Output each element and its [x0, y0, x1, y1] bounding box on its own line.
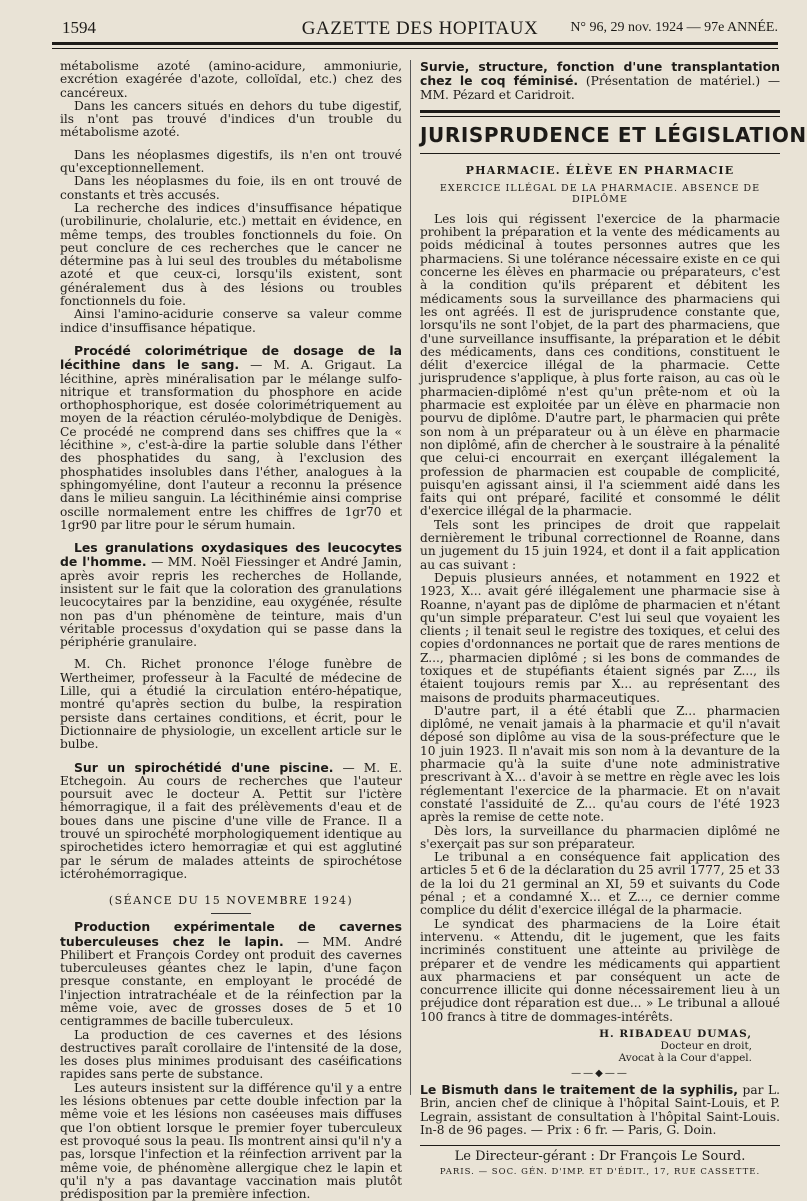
article-title: Production expérimentale de cavernes tuberculeuses chez le lapin.	[60, 919, 402, 949]
section-rule	[420, 153, 780, 154]
paragraph: Depuis plusieurs années, et notamment en 1922 et 1923, X... avait géré illégalement une pharmacie sise à Roanne, n'ayant pas de diplôme de pharmacien et n'étant qu'un simple préparateur. C'est lui seul que voyaient les clients ; il tenait seul le registre des toxiques, et celui des copies d'ordonnances ne portait que de rares mentions de Z..., pharmacien diplômé ; si les bons de commandes de toxiques et de stupéfiants étaient signés par Z..., ils étaient toujours remis par X... au représentant des maisons de produits pharmaceutiques.	[420, 570, 781, 705]
signature-block	[420, 1028, 780, 1064]
signature-role: Avocat à la Cour d'appel.	[618, 1052, 752, 1064]
book-notice	[420, 1083, 780, 1137]
paragraph: Ainsi l'amino-acidurie conserve sa valeur comme indice d'insuffisance hépatique.	[60, 307, 402, 335]
paragraph: La production de ces cavernes et des lésions destructives paraît corollaire de l'intensité de la dose, les doses plus minimes produisant des caséifications rapides sans perte de substance.	[60, 1027, 402, 1082]
signature-name: H. RIBADEAU DUMAS,	[599, 1028, 752, 1040]
paragraph: Le tribunal a en conséquence fait application des articles 5 et 6 de la déclaration du 25 avril 1777, 25 et 33 de la loi du 21 germinal an XI, 59 et suivants du Code pénal ; et a condamné X... et Z..., ce dernier comme complice du délit d'exercice illégal de la pharmacie.	[420, 850, 780, 918]
article-lecithine	[60, 344, 402, 532]
paragraph: M. Ch. Richet prononce l'éloge funèbre de Wertheimer, professeur à la Faculté de médecine de Lille, qui a étudié la circulation entéro-hépatique, montré qu'après section du bulbe, la respiration persiste dans certaines conditions, et écrit, pour le Dictionnaire de physiologie, un excellent article sur le bulbe.	[60, 657, 402, 752]
article-title: Les granulations oxydasiques des leucocytes de l'homme.	[60, 540, 402, 570]
ornament-divider: ——◆——	[571, 1068, 629, 1079]
right-column	[420, 59, 807, 1178]
article-transplantation	[420, 60, 780, 102]
article-body: — M. E. Etchegoin. Au cours de recherches que l'auteur poursuit avec le docteur A. Pettit sur l'ictère hémorragique, il a fait des prélèvements d'eau et de boues dans une piscine d'une ville de France. Il a trouvé un spirochété morphologiquement identique au spirochetides ictero hemorragiæ et qui est agglutiné par le sérum de malades atteints de spirochétose ictérohémorragique.	[60, 760, 403, 881]
column-divider	[410, 60, 411, 1095]
running-head	[62, 18, 778, 44]
left-column	[60, 59, 403, 1201]
paragraph: Les lois qui régissent l'exercice de la pharmacie prohibent la préparation et la vente des médicaments au poids médicinal à toutes personnes autres que les pharmaciens. Si une tolérance nécessaire existe en ce qui concerne les élèves en pharmacie ou préparateurs, c'est à la condition qu'ils préparent et débitent les médicaments sous la surveillance des pharmaciens qui les ont agréés. Il est de jurisprudence constante que, lorsqu'ils ne sont l'objet, de la part des pharmaciens, que d'une surveillance insuffisante, la préparation et le débit des médicaments, dans ces conditions, constituent le délit d'exercice illégal de la pharmacie. Cette jurisprudence s'applique, à plus forte raison, au cas où le pharmacien-diplômé n'est qu'un prête-nom et où la pharmacie est exploitée par un élève en pharmacie non pourvu de diplôme. D'autre part, le pharmacien qui prête son nom à un préparateur ou à un élève en pharmacie non diplômé, afin de chercher à le soustraire à la pénalité que celui-ci encourrait en exerçant illégalement la profession de pharmacien est coupable de complicité, puisqu'en agissant ainsi, il l'a sciemment aidé dans les faits qui ont préparé, facilité et consommé le délit d'exercice illégal de la pharmacie.	[420, 211, 780, 519]
article-title: Procédé colorimétrique de dosage de la lécithine dans le sang.	[60, 342, 402, 373]
paragraph: Tels sont les principes de droit que rappelait dernièrement le tribunal correctionnel de Roanne, dans un jugement du 15 juin 1924, et dont il a fait application au cas suivant :	[420, 517, 780, 572]
article-body: — MM. Noël Fiessinger et André Jamin, après avoir repris les recherches de Hollande, insistent sur le fait que la coloration des granulations leucocytaires par la benzidine, eau oxygénée, résulte non pas d'un phénomène de teinture, mais d'un véritable processus d'oxydation qui se passe dans la périphérie granulaire.	[60, 555, 402, 650]
article-granulations	[60, 541, 402, 649]
header-rule-thin	[52, 48, 778, 49]
article-spirochetide	[60, 761, 402, 882]
article-title: Sur un spirochétidé d'une piscine.	[74, 759, 334, 775]
section-rule	[420, 116, 780, 117]
journal-name: GAZETTE DES HOPITAUX	[301, 18, 539, 39]
article-body: — M. A. Grigaut. La lécithine, après minéralisation par le mélange sulfo-nitrique et transformation du phosphore en acide orthophosphorique, est dosée colorimétriquement au moyen de la réaction céruléo-molybdique de Denigès. Ce procédé ne comprend dans ses chiffres que la « lécithine », c'est-à-dire la partie soluble dans l'éther des phosphatides du sang, à l'exclusion des phosphatides insolubles dans l'éther, analogues à la sphingomyéline, dont l'auteur a reconnu la présence dans le milieu sanguin. La lécithinémie ainsi comprise oscille normalement entre les chiffres de 1gr70 et 1gr90 par litre pour le sérum humain.	[60, 358, 402, 532]
article-body: — MM. André Philibert et François Cordey ont produit des cavernes tuberculeuses géantes chez le lapin, d'une façon presque constante, en employant le procédé de l'injection intratrachéale et de la réinfection par la même voie, avec de grosses doses de 5 et 10 centigrammes de bacille tuberculeux.	[60, 934, 402, 1029]
notice-body: par L. Brin, ancien chef de clinique à l'hôpital Saint-Louis, et P. Legrain, assistant de consultation à l'hôpital Saint-Louis. In-8 de 96 pages. — Prix : 6 fr. — Paris, G. Doin.	[420, 1083, 780, 1137]
section-title: JURISPRUDENCE ET LÉGISLATION	[420, 122, 807, 147]
notice-title: Le Bismuth dans le traitement de la syphilis,	[420, 1082, 738, 1097]
header-rule-thick	[52, 42, 778, 45]
article-cavernes	[60, 920, 402, 1028]
paragraph: Le syndicat des pharmaciens de la Loire était intervenu. « Attendu, dit le jugement, que les faits incriminés constituent une atteinte au privilège de préparer et de vendre les médicaments qui appartient aux pharmaciens et par conséquent un acte de concurrence illicite qui donne nécessairement lieu à un préjudice dont réparation est due... » Le tribunal a alloué 100 francs à titre de dommages-intérêts.	[420, 916, 780, 1024]
paragraph: métabolisme azoté (amino-acidure, ammoniurie, excrétion exagérée d'azote, colloïdal, etc.) chez des cancéreux.	[60, 59, 402, 100]
article-title: Survie, structure, fonction d'une transplantation chez le coq féminisé.	[420, 59, 780, 89]
paragraph: La recherche des indices d'insuffisance hépatique (urobilinurie, cholalurie, etc.) mettait en évidence, en même temps, des troubles fonctionnels du foie. On peut conclure de ces recherches que le cancer ne détermine pas à lui seul des troubles du métabolisme azoté et que ceux-ci, lorsqu'ils existent, sont généralement dus à des lésions ou troubles fonctionnels du foie.	[60, 200, 402, 309]
paragraph: D'autre part, il a été établi que Z... pharmacien diplômé, ne venait jamais à la pharmacie et qu'il n'avait déposé son diplôme au visa de la sous-préfecture que le 10 juin 1923. Il n'avait mis son nom à la devanture de la pharmacie qu'à la suite d'une note administrative prescrivant à X... d'avoir à se mettre en règle avec les lois réglementant l'exercice de la pharmacie. Et on n'avait constaté l'assiduité de Z... qu'au cours de l'été 1923 après la remise de cette note.	[420, 703, 780, 825]
footer	[420, 1145, 780, 1177]
sub-subheading: EXERCICE ILLÉGAL DE LA PHARMACIE. ABSENCE DE DIPLÔME	[439, 182, 761, 205]
section-rule	[420, 110, 780, 113]
article-body: (Présentation de matériel.) — MM. Pézard et Caridroit.	[420, 74, 781, 102]
signature-title: Docteur en droit,	[660, 1040, 752, 1052]
paragraph: Dès lors, la surveillance du pharmacien diplômé ne s'exerçait pas sur son préparateur.	[420, 823, 780, 851]
sub-heading: PHARMACIE. ÉLÈVE EN PHARMACIE	[465, 163, 735, 177]
divider	[211, 913, 251, 914]
issue-info: N° 96, 29 nov. 1924 — 97e ANNÉE.	[570, 20, 778, 35]
paragraph: Dans les néoplasmes digestifs, ils n'en ont trouvé qu'exceptionnellement.	[60, 147, 402, 176]
paragraph: Dans les néoplasmes du foie, ils en ont trouvé de constants et très accusés.	[60, 174, 402, 202]
seance-heading: (SÉANCE DU 15 NOVEMBRE 1924)	[108, 894, 354, 908]
paragraph: Dans les cancers situés en dehors du tube digestif, ils n'ont pas trouvé d'indices d'un trouble du métabolisme azoté.	[60, 98, 402, 140]
paragraph: Les auteurs insistent sur la différence qu'il y a entre les lésions obtenues par cette double infection par la même voie et les lésions non caséeuses mais diffuses que l'on obtient lorsque le premier foyer tuberculeux est provoqué sous la peau. Ils montrent ainsi qu'il n'y a pas, lorsque l'infection et la réinfection arrivent par la même voie, de phénomène allergique chez le lapin et qu'il n'y a pas davantage vaccination mais plutôt prédisposition par la première infection.	[60, 1080, 402, 1201]
page-number: 1594	[62, 18, 96, 37]
footer-printer: PARIS. — SOC. GÉN. D'IMP. ET D'ÉDIT., 17, RUE CASSETTE.	[439, 1167, 761, 1178]
footer-director: Le Directeur-gérant : Dr François Le Sourd.	[454, 1149, 746, 1165]
